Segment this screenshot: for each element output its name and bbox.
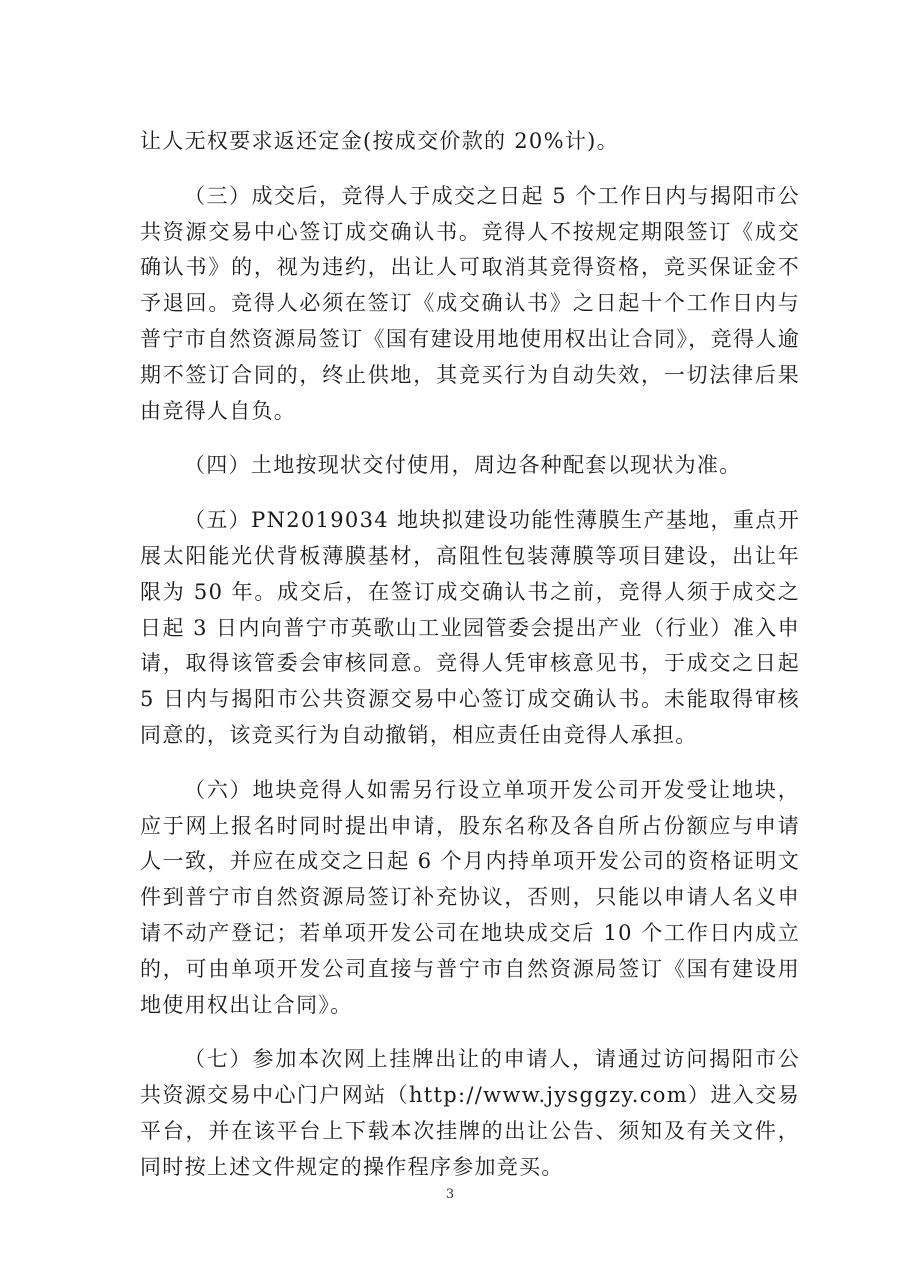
paragraph-section-4: （四）土地按现状交付使用，周边各种配套以现状为准。 (184, 453, 742, 478)
paragraph-continuation: 让人无权要求返还定金(按成交价款的 20%计)。 (140, 129, 619, 153)
paragraph-section-3: （三）成交后，竞得人于成交之日起 5 个工作日内与揭阳市公共资源交易中心签订成交确认书。竞得人不按规定期限签订《成交确认书》的，视为违约，出让人可取消其竞得资格，竞买保证金不予退回。竞得人必须在签订《成交确认书》之日起十个工作日内与普宁市自然资源局签订《国有建设用地使用权出让合同》，竞得人逾期不签订合同的，终止供地，其竞买行为自动失效，一切法律后果由竞得人自负。 (140, 183, 800, 423)
paragraph-section-6: （六）地块竞得人如需另行设立单项开发公司开发受让地块，应于网上报名时同时提出申请，股东名称及各自所占份额应与申请人一致，并应在成交之日起 6 个月内持单项开发公司的资格证明文件到普宁市自然资源局签订补充协议，否则，只能以申请人名义申请不动产登记；若单项开发公司在地块成交后 10 个工作日内成立的，可由单项开发公司直接与普宁市自然资源局签订《国有建设用地使用权出让合同》。 (140, 777, 800, 1017)
paragraph-gap (140, 1023, 800, 1042)
paragraph-section-7: （七）参加本次网上挂牌出让的申请人，请通过访问揭阳市公共资源交易中心门户网站（http://www.jysggzy.com）进入交易平台，并在该平台上下载本次挂牌的出让公告、须知及有关文件，同时按上述文件规定的操作程序参加竞买。 (140, 1047, 800, 1179)
paragraph-gap (140, 484, 800, 503)
paragraph-gap (140, 429, 800, 448)
paragraph-section-5: （五）PN2019034 地块拟建设功能性薄膜生产基地，重点开展太阳能光伏背板薄膜基材，高阻性包装薄膜等项目建设，出让年限为 50 年。成交后，在签订成交确认书之前，竞得人须于成交之日起 3 日内向普宁市英歌山工业园管委会提出产业（行业）准入申请，取得该管委会审核同意。竞得人凭审核意见书，于成交之日起 5 日内与揭阳市公共资源交易中心签订成交确认书。未能取得审核同意的，该竞买行为自动撤销，相应责任由竞得人承担。 (140, 508, 800, 747)
paragraph-gap (140, 160, 800, 179)
paragraph-gap (140, 754, 800, 773)
document-body (140, 124, 800, 1186)
page-number: 3 (445, 1187, 455, 1202)
